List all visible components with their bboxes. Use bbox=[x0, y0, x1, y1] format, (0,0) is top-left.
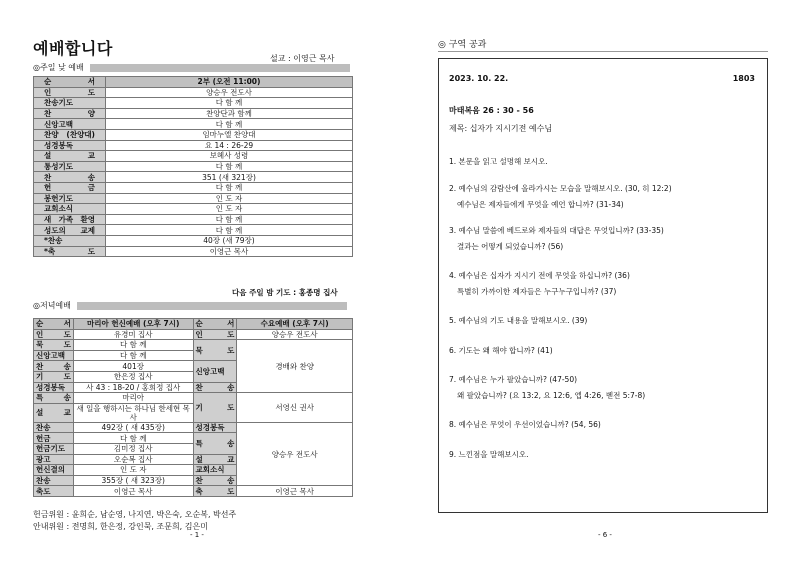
cell-label: 성경봉독 bbox=[193, 422, 237, 433]
study-box bbox=[438, 58, 768, 513]
question-item bbox=[449, 268, 630, 300]
cell-value: 다 함 께 bbox=[106, 161, 353, 172]
cell-value: 요 14 : 26-29 bbox=[106, 140, 353, 151]
cell-label: 교회소식 bbox=[193, 465, 237, 476]
cell-label: 찬송 bbox=[34, 422, 74, 433]
study-passage: 마태복음 26 : 30 - 56 bbox=[449, 106, 534, 115]
sunday-section-heading bbox=[33, 62, 350, 73]
cell-value: 마리아 bbox=[73, 393, 193, 404]
table-row bbox=[34, 329, 353, 340]
cell-label: 찬 송 bbox=[34, 361, 74, 372]
header-label: 순 서 bbox=[193, 319, 237, 330]
cell-value: 이영근 목사 bbox=[73, 486, 193, 497]
cell-value: 새 일을 행하시는 하나님 한세현 목사 bbox=[73, 403, 193, 422]
cell-label: 성경봉독 bbox=[34, 140, 106, 151]
question-item bbox=[449, 447, 529, 463]
heading-bar bbox=[90, 64, 350, 72]
table-row bbox=[34, 393, 353, 404]
study-date: 2023. 10. 22. bbox=[449, 74, 509, 83]
cell-label: 성도의 교제 bbox=[34, 225, 106, 236]
cell-label: 순 서 bbox=[34, 77, 106, 88]
cell-value: 유경미 집사 bbox=[73, 329, 193, 340]
header-title: 마리아 헌신예배 (오후 7시) bbox=[73, 319, 193, 330]
table-row bbox=[34, 225, 353, 236]
cell-label: 찬송기도 bbox=[34, 98, 106, 109]
table-row bbox=[34, 161, 353, 172]
table-row bbox=[34, 151, 353, 162]
question-item bbox=[449, 313, 587, 329]
cell-label: 광고 bbox=[34, 454, 74, 465]
heading-bar bbox=[77, 302, 347, 310]
cell-value: 인 도 자 bbox=[73, 465, 193, 476]
table-row bbox=[34, 87, 353, 98]
preacher-line: 설교 : 이영근 목사 bbox=[270, 54, 335, 63]
cell-value: 다 함 께 bbox=[73, 350, 193, 361]
cell-value: 경배와 찬양 bbox=[237, 340, 353, 393]
right-page bbox=[400, 0, 800, 566]
table-row bbox=[34, 235, 353, 246]
cell-label: 통성기도 bbox=[34, 161, 106, 172]
question-subtext: 왜 팔았습니까? (요 13:2, 요 12:6, 엡 4:26, 벧전 5:7-8) bbox=[457, 391, 646, 400]
question-item bbox=[449, 154, 548, 170]
table-row bbox=[34, 422, 353, 433]
table-row bbox=[34, 486, 353, 497]
page-number: - 6 - bbox=[598, 531, 612, 539]
question-item bbox=[449, 372, 645, 404]
question-subtext: 결과는 어떻게 되었습니까? (56) bbox=[457, 242, 564, 251]
question-subtext: 예수님은 제자들에게 무엇을 예언 합니까? (31-34) bbox=[457, 200, 624, 209]
cell-label: 인 도 bbox=[34, 329, 74, 340]
table-row bbox=[34, 140, 353, 151]
header-label: 순 서 bbox=[34, 319, 74, 330]
question-text: 8. 예수님은 무엇이 우선이었습니까? (54, 56) bbox=[449, 420, 601, 429]
table-row bbox=[34, 172, 353, 183]
cell-value: 40장 (새 79장) bbox=[106, 235, 353, 246]
cell-value: 찬양단과 함께 bbox=[106, 108, 353, 119]
evening-order-table bbox=[33, 318, 353, 497]
cell-value: 2부 (오전 11:00) bbox=[106, 77, 353, 88]
page-number: - 1 - bbox=[190, 531, 204, 539]
question-text: 5. 예수님의 기도 내용을 말해보시오. (39) bbox=[449, 316, 588, 325]
table-row bbox=[34, 98, 353, 109]
cell-label: 인 도 bbox=[193, 329, 237, 340]
cell-label: 새 가족 환영 bbox=[34, 214, 106, 225]
cell-value: 양승우 전도사 bbox=[237, 422, 353, 486]
cell-value: 다 함 께 bbox=[106, 98, 353, 109]
question-text: 6. 기도는 왜 해야 합니까? (41) bbox=[449, 346, 553, 355]
cell-label: 묵 도 bbox=[34, 340, 74, 351]
cell-value: 다 함 께 bbox=[106, 225, 353, 236]
study-code: 1803 bbox=[732, 74, 755, 83]
cell-label: 신앙고백 bbox=[34, 119, 106, 130]
cell-label: 기 도 bbox=[193, 393, 237, 423]
cell-label: 특 송 bbox=[34, 393, 74, 404]
evening-section-heading bbox=[33, 300, 347, 311]
cell-value: 인 도 자 bbox=[106, 204, 353, 215]
page-title: 예배합니다 bbox=[33, 39, 113, 58]
cell-label: 헌금 bbox=[34, 433, 74, 444]
table-row bbox=[34, 340, 353, 351]
offering-team: 헌금위원 : 윤희순, 남순영, 나지연, 박은숙, 오순복, 박선주 bbox=[33, 510, 237, 519]
study-topic: 제목: 십자가 지시기전 예수님 bbox=[449, 124, 553, 133]
evening-heading-text: ◎저녁예배 bbox=[33, 301, 71, 310]
cell-label: *찬송 bbox=[34, 235, 106, 246]
cell-label: 특 송 bbox=[193, 433, 237, 454]
cell-value: 임마누엘 찬양대 bbox=[106, 129, 353, 140]
question-item bbox=[449, 417, 601, 433]
cell-label: 축도 bbox=[34, 486, 74, 497]
cell-value: 다 함 께 bbox=[73, 340, 193, 351]
table-row bbox=[34, 119, 353, 130]
question-text: 7. 예수님은 누가 팔았습니까? (47-50) bbox=[449, 375, 578, 384]
table-row bbox=[34, 129, 353, 140]
cell-value: 양승우 전도사 bbox=[237, 329, 353, 340]
table-row bbox=[34, 246, 353, 257]
table-row bbox=[34, 182, 353, 193]
cell-value: 355장 ( 새 323장) bbox=[73, 475, 193, 486]
question-text: 3. 예수님 말씀에 베드로와 제자들의 대답은 무엇입니까? (33-35) bbox=[449, 226, 664, 235]
cell-value: 이영근 목사 bbox=[237, 486, 353, 497]
evening-header-row bbox=[34, 319, 353, 330]
table-row bbox=[34, 193, 353, 204]
cell-label: 축 도 bbox=[193, 486, 237, 497]
question-text: 1. 본문을 읽고 설명해 보시오. bbox=[449, 157, 548, 166]
cell-value: 다 함 께 bbox=[73, 433, 193, 444]
cell-label: 찬양 (찬양대) bbox=[34, 129, 106, 140]
cell-value: 인 도 자 bbox=[106, 193, 353, 204]
cell-value: 401장 bbox=[73, 361, 193, 372]
cell-label: 교회소식 bbox=[34, 204, 106, 215]
cell-value: 오순복 집사 bbox=[73, 454, 193, 465]
question-item bbox=[449, 223, 664, 255]
cell-value: 492장 ( 새 435장) bbox=[73, 422, 193, 433]
cell-label: 헌 금 bbox=[34, 182, 106, 193]
cell-value: 보혜사 성령 bbox=[106, 151, 353, 162]
cell-label: 기 도 bbox=[34, 371, 74, 382]
study-heading: ◎ 구역 공과 bbox=[438, 37, 768, 50]
sunday-order-table bbox=[33, 76, 353, 257]
question-text: 2. 예수님의 감람산에 올라가시는 모습을 말해보시오. (30, 히 12:2) bbox=[449, 184, 672, 193]
table-row bbox=[34, 108, 353, 119]
cell-value: 다 함 께 bbox=[106, 119, 353, 130]
cell-value: 다 함 께 bbox=[106, 214, 353, 225]
cell-label: 설 교 bbox=[34, 151, 106, 162]
header-title: 수요예배 (오후 7시) bbox=[237, 319, 353, 330]
cell-label: 헌신결의 bbox=[34, 465, 74, 476]
sunday-header-row bbox=[34, 77, 353, 88]
cell-value: 이영근 목사 bbox=[106, 246, 353, 257]
cell-label: 설 교 bbox=[34, 403, 74, 422]
cell-label: 신앙고백 bbox=[193, 361, 237, 382]
question-text: 4. 예수님은 십자가 지시기 전에 무엇을 하십니까? (36) bbox=[449, 271, 630, 280]
cell-value: 사 43 : 18-20 / 홍희정 집사 bbox=[73, 382, 193, 393]
cell-value: 양승우 전도사 bbox=[106, 87, 353, 98]
cell-label: 인 도 bbox=[34, 87, 106, 98]
cell-label: 찬 송 bbox=[193, 382, 237, 393]
cell-label: 찬 양 bbox=[34, 108, 106, 119]
table-row bbox=[34, 204, 353, 215]
cell-label: 신앙고백 bbox=[34, 350, 74, 361]
cell-value: 351 (새 321장) bbox=[106, 172, 353, 183]
cell-label: 봉헌기도 bbox=[34, 193, 106, 204]
question-text: 9. 느낀점을 말해보시오. bbox=[449, 450, 529, 459]
sunday-heading-text: ◎주일 낮 예배 bbox=[33, 63, 84, 72]
cell-label: 찬송 bbox=[34, 475, 74, 486]
cell-label: *축 도 bbox=[34, 246, 106, 257]
table-row bbox=[34, 214, 353, 225]
cell-value: 김미정 집사 bbox=[73, 443, 193, 454]
cell-value: 한은정 집사 bbox=[73, 371, 193, 382]
cell-label: 찬 송 bbox=[193, 475, 237, 486]
cell-label: 찬 송 bbox=[34, 172, 106, 183]
cell-label: 설 교 bbox=[193, 454, 237, 465]
usher-team: 안내위원 : 전명희, 한은정, 강인묵, 조문희, 김은미 bbox=[33, 522, 208, 531]
question-subtext: 특별히 가까이한 제자들은 누구누구입니까? (37) bbox=[457, 287, 617, 296]
question-item bbox=[449, 343, 553, 359]
cell-label: 헌금기도 bbox=[34, 443, 74, 454]
cell-value: 서영신 권사 bbox=[237, 393, 353, 423]
next-week-prayer: 다음 주일 밤 기도 : 홍종명 집사 bbox=[232, 288, 338, 297]
cell-label: 묵 도 bbox=[193, 340, 237, 361]
cell-value: 다 함 께 bbox=[106, 182, 353, 193]
cell-label: 성경봉독 bbox=[34, 382, 74, 393]
question-item bbox=[449, 181, 672, 213]
